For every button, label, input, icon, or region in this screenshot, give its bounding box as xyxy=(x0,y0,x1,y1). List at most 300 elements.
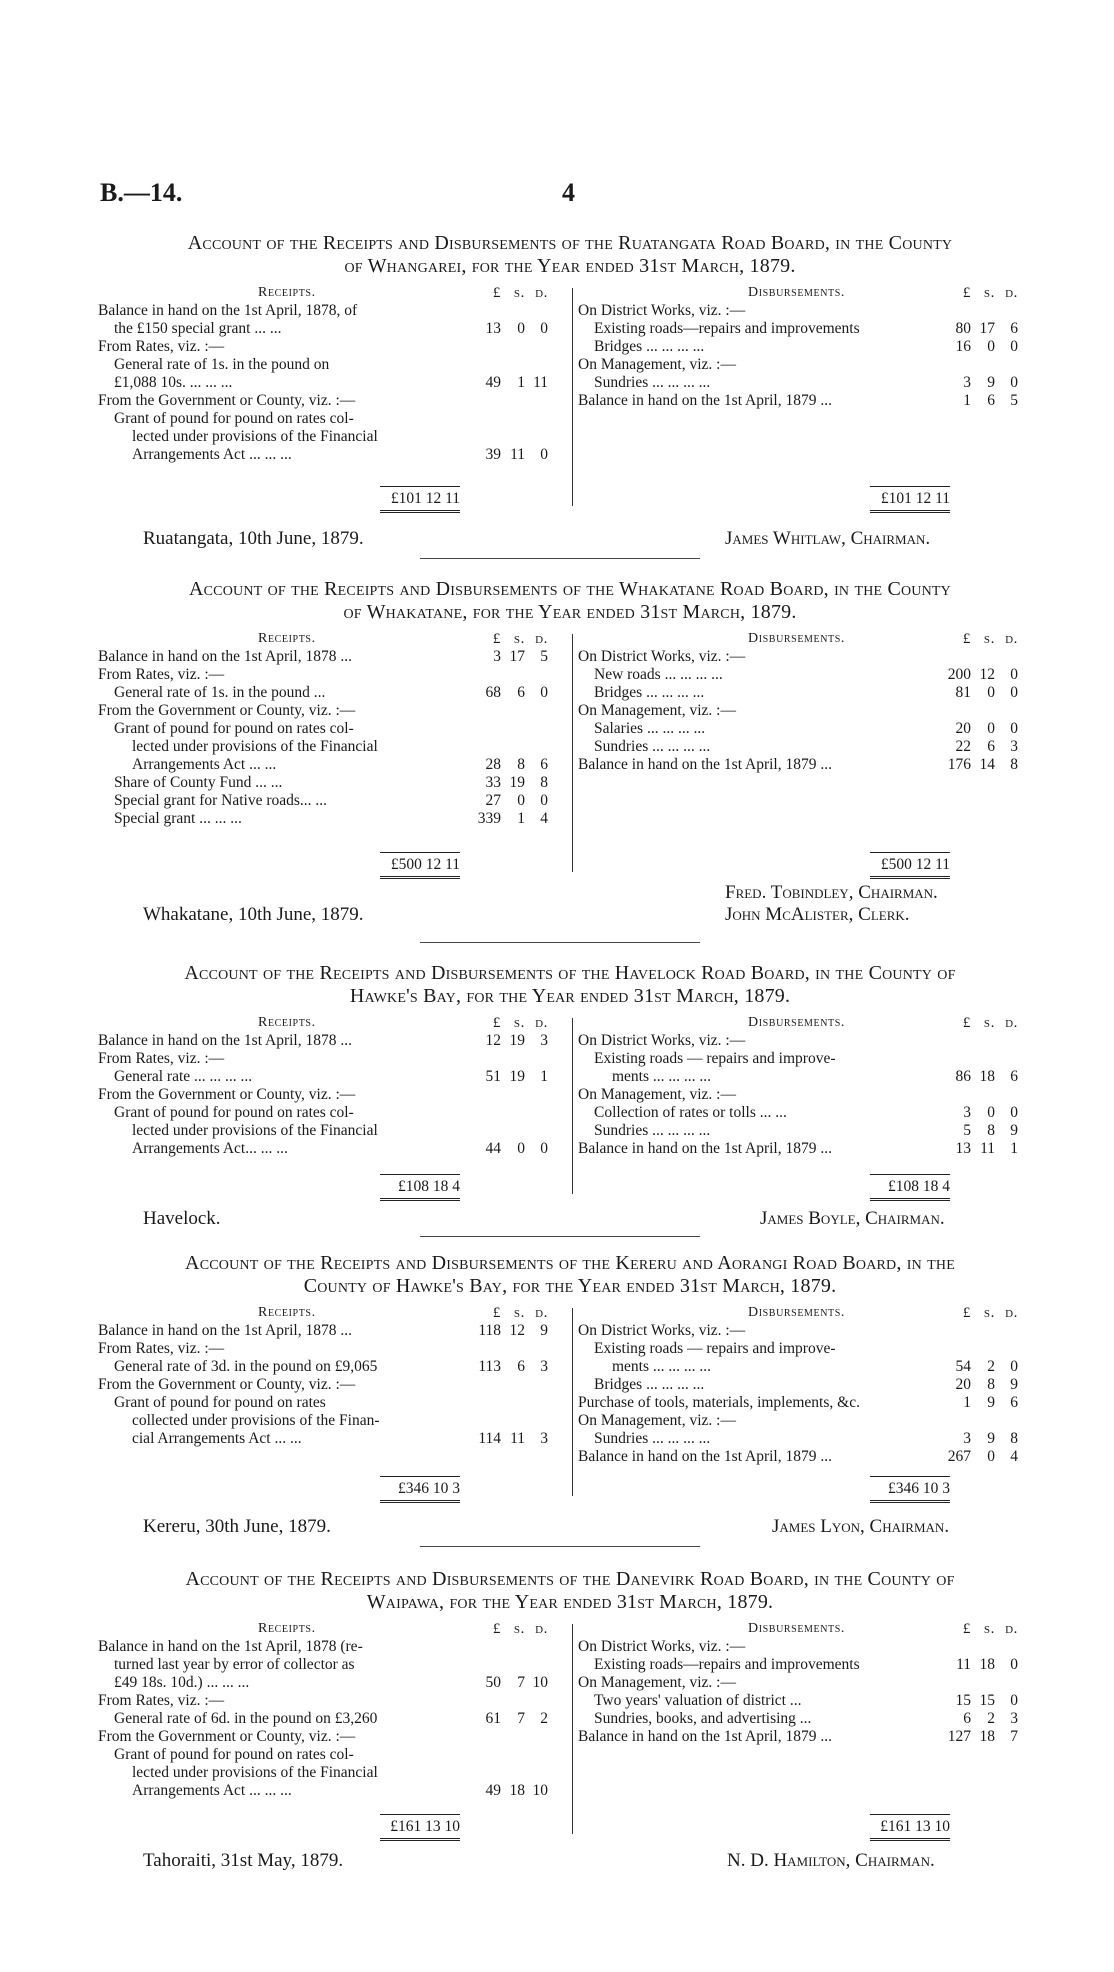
amount-pence: 2 xyxy=(540,1710,548,1727)
amount-shillings: 6 xyxy=(517,1358,525,1375)
amount-pounds: 20 xyxy=(955,720,971,737)
disbursement-row xyxy=(578,1656,1040,1674)
column-divider xyxy=(572,634,573,872)
disbursements-heading: Disbursements. xyxy=(748,1621,846,1636)
total-rule xyxy=(870,1174,950,1175)
receipt-row xyxy=(98,738,566,756)
receipts-heading: Receipts. xyxy=(258,1305,316,1320)
pence-column-heading: d. xyxy=(1005,1015,1018,1031)
amount-pounds: 39 xyxy=(485,446,501,463)
disbursements-heading: Disbursements. xyxy=(748,1015,846,1030)
pence-column-heading: d. xyxy=(535,1621,548,1637)
disbursement-row xyxy=(578,1140,1040,1158)
pence-column-heading: d. xyxy=(535,1305,548,1321)
amount-shillings: 7 xyxy=(517,1710,525,1727)
disbursement-row xyxy=(578,302,1040,320)
line-item-label: On Management, viz. :— xyxy=(578,1674,736,1691)
place-date: Whakatane, 10th June, 1879. xyxy=(143,904,364,925)
amount-pence: 6 xyxy=(540,756,548,773)
receipt-row xyxy=(98,320,566,338)
amount-pence: 4 xyxy=(540,810,548,827)
amount-pence: 0 xyxy=(540,320,548,337)
disbursement-row xyxy=(578,1674,1040,1692)
amount-pence: 5 xyxy=(1010,392,1018,409)
amount-pounds: 20 xyxy=(955,1376,971,1393)
amount-shillings: 18 xyxy=(509,1782,525,1799)
amount-pence: 0 xyxy=(1010,720,1018,737)
line-item-label: cial Arrangements Act ... ... xyxy=(132,1430,302,1447)
receipts-column xyxy=(98,1304,566,1448)
line-item-label: Balance in hand on the 1st April, 1879 ... xyxy=(578,1728,832,1745)
amount-pence: 3 xyxy=(540,1358,548,1375)
receipt-row xyxy=(98,1340,566,1358)
total-double-rule xyxy=(380,1500,460,1505)
amount-pounds: 80 xyxy=(955,320,971,337)
receipt-row xyxy=(98,1032,566,1050)
amount-shillings: 19 xyxy=(509,774,525,791)
line-item-label: Existing roads—repairs and improvements xyxy=(594,1656,860,1673)
receipt-row xyxy=(98,1050,566,1068)
amount-pence: 6 xyxy=(1010,320,1018,337)
pound-column-heading: £ xyxy=(962,1621,971,1637)
line-item-label: Grant of pound for pound on rates col- xyxy=(114,1746,354,1763)
pence-column-heading: d. xyxy=(535,285,548,301)
amount-pounds: 50 xyxy=(485,1674,501,1691)
amount-pence: 10 xyxy=(532,1674,548,1691)
amount-shillings: 6 xyxy=(517,684,525,701)
page-header xyxy=(100,178,1040,218)
place-date: Havelock. xyxy=(143,1208,221,1229)
section-separator xyxy=(420,558,700,559)
total-double-rule xyxy=(870,1500,950,1505)
line-item-label: turned last year by error of collector as xyxy=(114,1656,355,1673)
line-item-label: General rate ... ... ... ... xyxy=(114,1068,253,1085)
receipt-row xyxy=(98,1322,566,1340)
amount-pounds: 127 xyxy=(947,1728,971,1745)
amount-shillings: 1 xyxy=(517,374,525,391)
total-amount: £101 12 11 xyxy=(390,490,460,507)
shilling-column-heading: s. xyxy=(513,285,525,301)
amount-shillings: 8 xyxy=(987,1122,995,1139)
amount-pounds: 22 xyxy=(955,738,971,755)
amount-pounds: 3 xyxy=(963,1104,971,1121)
line-item-label: Share of County Fund ... ... xyxy=(114,774,283,791)
disbursements-column xyxy=(578,630,1040,774)
amount-pounds: 113 xyxy=(478,1358,501,1375)
line-item-label: On District Works, viz. :— xyxy=(578,648,746,665)
amount-shillings: 0 xyxy=(987,1104,995,1121)
amount-pounds: 16 xyxy=(955,338,971,355)
line-item-label: £1,088 10s. ... ... ... xyxy=(114,374,233,391)
column-divider xyxy=(572,1308,573,1496)
line-item-label: From Rates, viz. :— xyxy=(98,1692,225,1709)
amount-pounds: 1 xyxy=(963,392,971,409)
amount-pence: 3 xyxy=(1010,1710,1018,1727)
line-item-label: Balance in hand on the 1st April, 1879 ... xyxy=(578,392,832,409)
amount-pounds: 200 xyxy=(947,666,971,683)
disbursements-header xyxy=(578,284,1040,302)
pence-column-heading: d. xyxy=(535,631,548,647)
receipts-heading: Receipts. xyxy=(258,631,316,646)
pound-column-heading: £ xyxy=(962,631,971,647)
receipt-row xyxy=(98,1674,566,1692)
line-item-label: Sundries ... ... ... ... xyxy=(594,1122,711,1139)
amount-pounds: 12 xyxy=(485,1032,501,1049)
column-divider xyxy=(572,1018,573,1194)
receipt-row xyxy=(98,702,566,720)
disbursement-row xyxy=(578,720,1040,738)
account-title-subline: of Whangarei, for the Year ended 31st March, 1879. xyxy=(344,255,796,277)
receipt-row xyxy=(98,1358,566,1376)
amount-pence: 0 xyxy=(540,684,548,701)
line-item-label: From Rates, viz. :— xyxy=(98,1050,225,1067)
disbursement-row xyxy=(578,1068,1040,1086)
pence-column-heading: d. xyxy=(1005,1621,1018,1637)
receipts-header xyxy=(98,1620,566,1638)
receipts-heading: Receipts. xyxy=(258,285,316,300)
line-item-label: General rate of 1s. in the pound ... xyxy=(114,684,326,701)
receipts-column xyxy=(98,1014,566,1158)
amount-pence: 0 xyxy=(1010,338,1018,355)
shilling-column-heading: s. xyxy=(513,1015,525,1031)
total-rule xyxy=(870,852,950,853)
pound-column-heading: £ xyxy=(492,1305,501,1321)
receipt-row xyxy=(98,1140,566,1158)
place-date: Kereru, 30th June, 1879. xyxy=(143,1516,331,1537)
total-double-rule xyxy=(380,1198,460,1203)
place-date: Tahoraiti, 31st May, 1879. xyxy=(143,1850,344,1871)
disbursements-heading: Disbursements. xyxy=(748,631,846,646)
amount-shillings: 7 xyxy=(517,1674,525,1691)
signatory: N. D. Hamilton, Chairman. xyxy=(727,1850,935,1871)
amount-shillings: 8 xyxy=(517,756,525,773)
section-separator xyxy=(420,942,700,943)
line-item-label: Bridges ... ... ... ... xyxy=(594,684,705,701)
place-date: Ruatangata, 10th June, 1879. xyxy=(143,528,364,549)
line-item-label: Grant of pound for pound on rates col- xyxy=(114,1104,354,1121)
disbursement-row xyxy=(578,1086,1040,1104)
disbursement-row xyxy=(578,320,1040,338)
line-item-label: Bridges ... ... ... ... xyxy=(594,338,705,355)
receipt-row xyxy=(98,1692,566,1710)
account-title: Account of the Receipts and Disbursements of the Havelock Road Board, in the County of xyxy=(184,962,956,984)
amount-pounds: 3 xyxy=(493,648,501,665)
total-double-rule xyxy=(870,510,950,515)
line-item-label: On District Works, viz. :— xyxy=(578,302,746,319)
receipt-row xyxy=(98,1764,566,1782)
amount-shillings: 11 xyxy=(510,446,525,463)
disbursement-row xyxy=(578,1448,1040,1466)
amount-pounds: 118 xyxy=(478,1322,501,1339)
line-item-label: On Management, viz. :— xyxy=(578,702,736,719)
amount-shillings: 0 xyxy=(987,338,995,355)
receipt-row xyxy=(98,666,566,684)
amount-pounds: 81 xyxy=(955,684,971,701)
amount-shillings: 0 xyxy=(987,1448,995,1465)
line-item-label: Balance in hand on the 1st April, 1879 ... xyxy=(578,1448,832,1465)
amount-pence: 0 xyxy=(1010,374,1018,391)
amount-pence: 0 xyxy=(1010,1656,1018,1673)
line-item-label: Purchase of tools, materials, implements, &c. xyxy=(578,1394,860,1411)
line-item-label: From the Government or County, viz. :— xyxy=(98,392,356,409)
amount-pence: 4 xyxy=(1010,1448,1018,1465)
total-double-rule xyxy=(380,510,460,515)
amount-pence: 0 xyxy=(1010,684,1018,701)
pound-column-heading: £ xyxy=(492,1015,501,1031)
amount-shillings: 1 xyxy=(517,810,525,827)
disbursements-heading: Disbursements. xyxy=(748,1305,846,1320)
line-item-label: On District Works, viz. :— xyxy=(578,1322,746,1339)
disbursements-heading: Disbursements. xyxy=(748,285,846,300)
total-amount: £108 18 4 xyxy=(398,1178,460,1195)
receipts-total xyxy=(370,1818,460,1838)
receipts-total xyxy=(370,1178,460,1198)
pound-column-heading: £ xyxy=(962,1015,971,1031)
line-item-label: From the Government or County, viz. :— xyxy=(98,1086,356,1103)
line-item-label: Arrangements Act ... ... ... xyxy=(132,446,292,463)
receipts-header xyxy=(98,1304,566,1322)
receipts-header xyxy=(98,630,566,648)
total-rule xyxy=(380,486,460,487)
account-block xyxy=(98,578,1042,856)
receipt-row xyxy=(98,1746,566,1764)
receipts-column xyxy=(98,284,566,464)
amount-shillings: 19 xyxy=(509,1032,525,1049)
amount-pence: 3 xyxy=(540,1032,548,1049)
total-amount: £500 12 11 xyxy=(880,856,950,873)
receipt-row xyxy=(98,684,566,702)
line-item-label: Sundries ... ... ... ... xyxy=(594,1430,711,1447)
disbursement-row xyxy=(578,1358,1040,1376)
line-item-label: Balance in hand on the 1st April, 1879 ... xyxy=(578,756,832,773)
column-divider xyxy=(572,288,573,506)
disbursements-total xyxy=(860,490,950,510)
line-item-label: lected under provisions of the Financial xyxy=(132,1764,378,1781)
amount-shillings: 12 xyxy=(979,666,995,683)
line-item-label: New roads ... ... ... ... xyxy=(594,666,723,683)
receipt-row xyxy=(98,1638,566,1656)
amount-pence: 1 xyxy=(540,1068,548,1085)
receipt-row xyxy=(98,792,566,810)
line-item-label: From Rates, viz. :— xyxy=(98,1340,225,1357)
amount-shillings: 0 xyxy=(987,684,995,701)
amount-pence: 6 xyxy=(1010,1068,1018,1085)
shilling-column-heading: s. xyxy=(983,285,995,301)
receipt-row xyxy=(98,1728,566,1746)
pound-column-heading: £ xyxy=(492,1621,501,1637)
amount-pence: 9 xyxy=(1010,1376,1018,1393)
receipt-row xyxy=(98,1068,566,1086)
amount-shillings: 9 xyxy=(987,1394,995,1411)
disbursement-row xyxy=(578,1050,1040,1068)
total-amount: £500 12 11 xyxy=(390,856,460,873)
amount-pounds: 1 xyxy=(963,1394,971,1411)
account-title-subline: Hawke's Bay, for the Year ended 31st March, 1879. xyxy=(349,985,791,1007)
shilling-column-heading: s. xyxy=(983,1305,995,1321)
receipts-heading: Receipts. xyxy=(258,1621,316,1636)
account-title-subline: of Whakatane, for the Year ended 31st March, 1879. xyxy=(343,601,797,623)
line-item-label: Existing roads — repairs and improve- xyxy=(594,1050,836,1067)
amount-pence: 0 xyxy=(1010,666,1018,683)
amount-pounds: 114 xyxy=(478,1430,501,1447)
amount-pounds: 267 xyxy=(947,1448,971,1465)
disbursement-row xyxy=(578,1122,1040,1140)
amount-pence: 8 xyxy=(540,774,548,791)
total-amount: £346 10 3 xyxy=(398,1480,460,1497)
signatory: James Whitlaw, Chairman. xyxy=(725,528,931,549)
disbursement-row xyxy=(578,338,1040,356)
disbursements-total xyxy=(860,856,950,876)
amount-pence: 3 xyxy=(1010,738,1018,755)
receipt-row xyxy=(98,1376,566,1394)
shilling-column-heading: s. xyxy=(513,1305,525,1321)
receipts-header xyxy=(98,1014,566,1032)
amount-pence: 0 xyxy=(540,792,548,809)
amount-shillings: 11 xyxy=(980,1140,995,1157)
receipts-total xyxy=(370,856,460,876)
signatory: Fred. Tobindley, Chairman. xyxy=(725,882,938,903)
amount-pounds: 27 xyxy=(485,792,501,809)
account-block xyxy=(98,232,1042,490)
line-item-label: Arrangements Act ... ... xyxy=(132,756,277,773)
line-item-label: On Management, viz. :— xyxy=(578,1412,736,1429)
pence-column-heading: d. xyxy=(1005,285,1018,301)
receipt-row xyxy=(98,648,566,666)
disbursement-row xyxy=(578,666,1040,684)
disbursement-row xyxy=(578,1430,1040,1448)
line-item-label: General rate of 1s. in the pound on xyxy=(114,356,330,373)
amount-pounds: 5 xyxy=(963,1122,971,1139)
line-item-label: On Management, viz. :— xyxy=(578,356,736,373)
pound-column-heading: £ xyxy=(492,285,501,301)
receipt-row xyxy=(98,392,566,410)
signatory: James Lyon, Chairman. xyxy=(772,1516,950,1537)
amount-pounds: 49 xyxy=(485,1782,501,1799)
total-double-rule xyxy=(380,876,460,881)
amount-pence: 7 xyxy=(1010,1728,1018,1745)
amount-shillings: 9 xyxy=(987,1430,995,1447)
line-item-label: Balance in hand on the 1st April, 1878 ... xyxy=(98,1032,352,1049)
receipt-row xyxy=(98,810,566,828)
page-number: 4 xyxy=(562,178,575,207)
line-item-label: Sundries ... ... ... ... xyxy=(594,374,711,391)
amount-shillings: 9 xyxy=(987,374,995,391)
pence-column-heading: d. xyxy=(535,1015,548,1031)
amount-pence: 11 xyxy=(533,374,548,391)
amount-shillings: 19 xyxy=(509,1068,525,1085)
receipt-row xyxy=(98,1782,566,1800)
account-block xyxy=(98,1252,1042,1480)
receipt-row xyxy=(98,338,566,356)
amount-pence: 10 xyxy=(532,1782,548,1799)
receipt-row xyxy=(98,1122,566,1140)
amount-pence: 8 xyxy=(1010,756,1018,773)
ledger xyxy=(98,1620,1042,1818)
disbursements-total xyxy=(860,1178,950,1198)
amount-pounds: 68 xyxy=(485,684,501,701)
amount-shillings: 2 xyxy=(987,1710,995,1727)
disbursements-header xyxy=(578,1014,1040,1032)
total-amount: £101 12 11 xyxy=(880,490,950,507)
disbursement-row xyxy=(578,1376,1040,1394)
receipt-row xyxy=(98,1656,566,1674)
amount-pounds: 6 xyxy=(963,1710,971,1727)
receipt-row xyxy=(98,1710,566,1728)
amount-shillings: 18 xyxy=(979,1068,995,1085)
disbursement-row xyxy=(578,1394,1040,1412)
amount-pounds: 28 xyxy=(485,756,501,773)
amount-pence: 9 xyxy=(1010,1122,1018,1139)
amount-shillings: 12 xyxy=(509,1322,525,1339)
disbursement-row xyxy=(578,1710,1040,1728)
account-title: Account of the Receipts and Disbursements of the Whakatane Road Board, in the County xyxy=(189,578,951,600)
amount-shillings: 6 xyxy=(987,392,995,409)
line-item-label: lected under provisions of the Financial xyxy=(132,738,378,755)
total-double-rule xyxy=(870,876,950,881)
account-block xyxy=(98,1568,1042,1818)
account-title: Account of the Receipts and Disbursements of the Kereru and Aorangi Road Board, in the xyxy=(185,1252,955,1274)
receipt-row xyxy=(98,756,566,774)
amount-pounds: 44 xyxy=(485,1140,501,1157)
line-item-label: Bridges ... ... ... ... xyxy=(594,1376,705,1393)
line-item-label: Special grant ... ... ... xyxy=(114,810,242,827)
line-item-label: From the Government or County, viz. :— xyxy=(98,702,356,719)
total-double-rule xyxy=(870,1838,950,1843)
line-item-label: Arrangements Act... ... ... xyxy=(132,1140,288,1157)
account-title-subline: County of Hawke's Bay, for the Year ended 31st March, 1879. xyxy=(303,1275,837,1297)
receipt-row xyxy=(98,302,566,320)
amount-shillings: 18 xyxy=(979,1656,995,1673)
line-item-label: Arrangements Act ... ... ... xyxy=(132,1782,292,1799)
account-title: Account of the Receipts and Disbursements of the Danevirk Road Board, in the County of xyxy=(185,1568,955,1590)
shilling-column-heading: s. xyxy=(983,1621,995,1637)
total-rule xyxy=(870,1476,950,1477)
line-item-label: Balance in hand on the 1st April, 1879 ... xyxy=(578,1140,832,1157)
line-item-label: On Management, viz. :— xyxy=(578,1086,736,1103)
line-item-label: Balance in hand on the 1st April, 1878 (re- xyxy=(98,1638,363,1655)
amount-pence: 1 xyxy=(1010,1140,1018,1157)
disbursement-row xyxy=(578,1728,1040,1746)
shilling-column-heading: s. xyxy=(513,1621,525,1637)
line-item-label: lected under provisions of the Financial xyxy=(132,428,378,445)
amount-shillings: 0 xyxy=(987,720,995,737)
receipts-column xyxy=(98,1620,566,1800)
amount-shillings: 0 xyxy=(517,792,525,809)
amount-pounds: 176 xyxy=(947,756,971,773)
line-item-label: From Rates, viz. :— xyxy=(98,666,225,683)
line-item-label: Grant of pound for pound on rates col- xyxy=(114,410,354,427)
amount-shillings: 17 xyxy=(509,648,525,665)
pound-column-heading: £ xyxy=(492,631,501,647)
disbursements-header xyxy=(578,1304,1040,1322)
amount-pounds: 49 xyxy=(485,374,501,391)
section-separator xyxy=(420,1546,700,1547)
total-double-rule xyxy=(870,1198,950,1203)
amount-shillings: 8 xyxy=(987,1376,995,1393)
disbursement-row xyxy=(578,648,1040,666)
disbursement-row xyxy=(578,1638,1040,1656)
disbursement-row xyxy=(578,1032,1040,1050)
pence-column-heading: d. xyxy=(1005,631,1018,647)
disbursement-row xyxy=(578,756,1040,774)
receipt-row xyxy=(98,1394,566,1412)
pound-column-heading: £ xyxy=(962,285,971,301)
total-rule xyxy=(870,1814,950,1815)
total-rule xyxy=(380,1174,460,1175)
receipts-total xyxy=(370,490,460,510)
receipt-row xyxy=(98,1104,566,1122)
disbursements-total xyxy=(860,1818,950,1838)
